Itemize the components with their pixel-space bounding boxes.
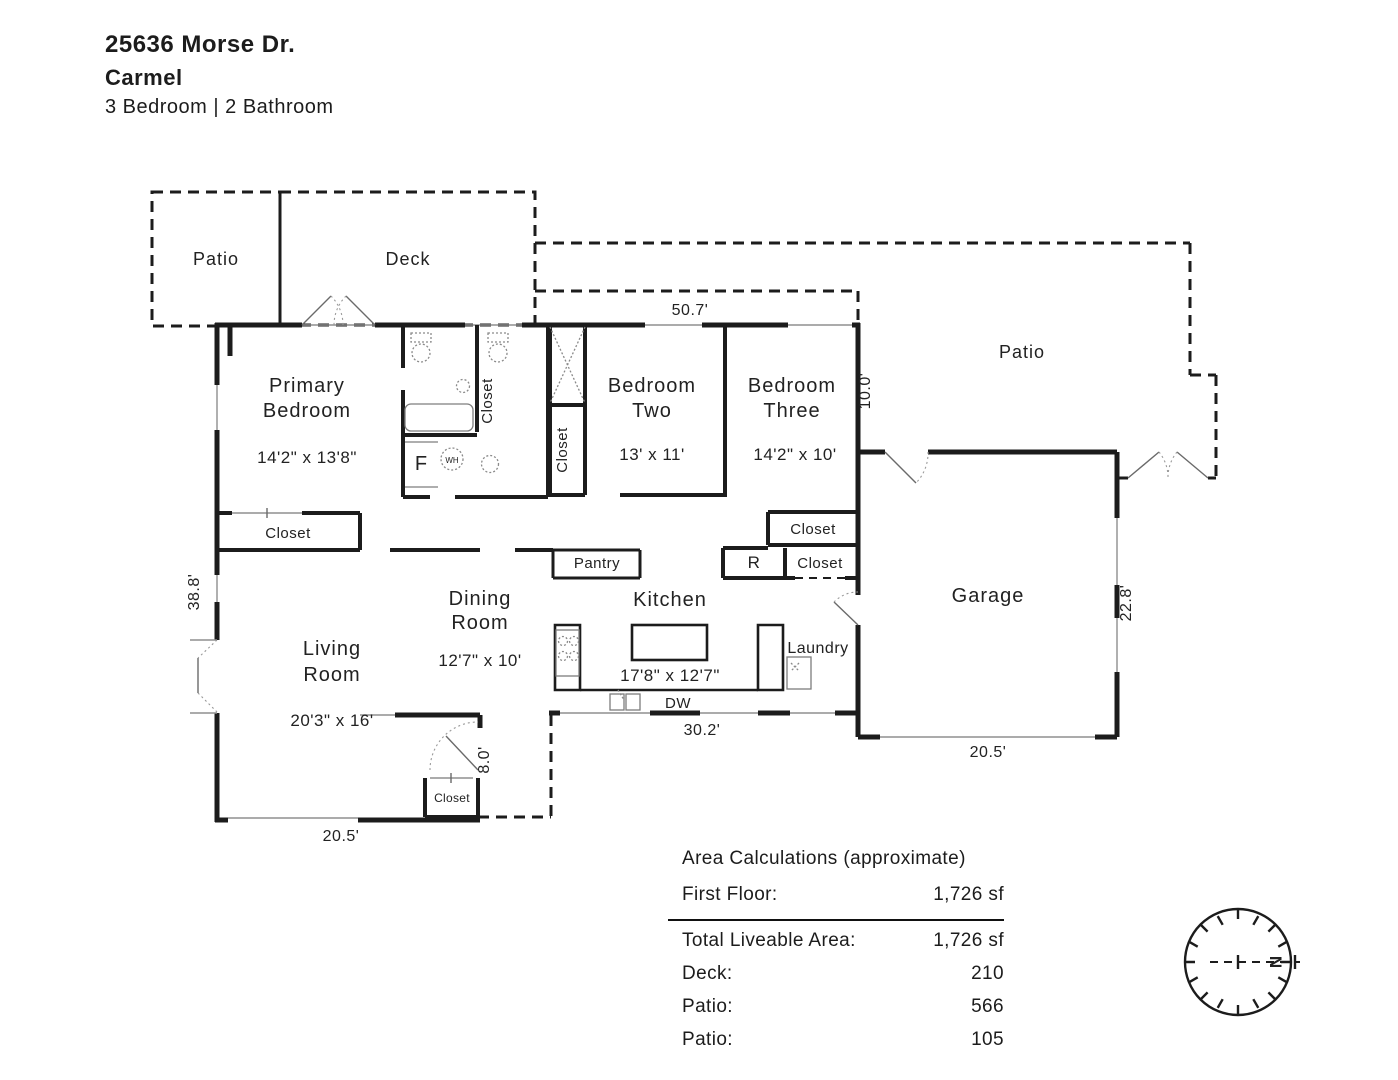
- closet-labels: [262, 378, 843, 805]
- table-row: [668, 963, 1004, 996]
- living-room-dims: 20'3" x 16': [290, 711, 374, 730]
- bedroom-three-closet-label: Closet: [790, 521, 836, 538]
- primary-closet-label: Closet: [265, 525, 311, 542]
- specs-line: 3 Bedroom | 2 Bathroom: [105, 95, 334, 118]
- room-labels: [193, 249, 1045, 730]
- dim-living-width: 20.5': [322, 828, 360, 845]
- bathtub-icon: [405, 404, 473, 431]
- washer-icon: [787, 657, 811, 689]
- compass: [1185, 909, 1300, 1015]
- primary-bedroom-label-2: Bedroom: [262, 400, 352, 422]
- dim-garage-width: 20.5': [969, 744, 1007, 761]
- row-value: 1,726 sf: [933, 884, 1004, 905]
- row-label: Patio:: [682, 996, 733, 1017]
- hall-bath-closet-label: Closet: [479, 378, 496, 424]
- area-table-title: Area Calculations (approximate): [682, 848, 966, 869]
- furnace-label: F: [414, 453, 428, 475]
- toilet-tank-icon: [411, 333, 431, 342]
- row-label: First Floor:: [682, 884, 778, 905]
- primary-bedroom-dims: 14'2" x 13'8": [257, 448, 357, 467]
- hallway-closet-label: Closet: [554, 427, 571, 473]
- pantry-label: Pantry: [573, 555, 621, 572]
- kitchen-sink-icon: [610, 690, 640, 710]
- bedroom-three-label-1: Bedroom: [747, 375, 837, 397]
- shower-icon: [550, 327, 585, 403]
- patio-right-outline: [535, 243, 1216, 478]
- garage-door: [885, 452, 928, 483]
- bay-window: [190, 640, 217, 713]
- bedroom-three-dims: 14'2" x 10': [753, 445, 837, 464]
- table-row: [668, 1029, 1004, 1062]
- toilet-icon: [412, 344, 430, 362]
- compass-north-label: N: [1266, 955, 1285, 969]
- sink-icon: [482, 456, 499, 473]
- row-label: Deck:: [682, 963, 733, 984]
- dim-kitchen-width: 30.2': [683, 722, 721, 739]
- address-line: 25636 Morse Dr.: [105, 31, 296, 58]
- kitchen-hall-closet-label: Closet: [797, 555, 843, 572]
- deck-label: Deck: [385, 249, 431, 269]
- laundry-door: [834, 592, 858, 625]
- bedroom-two-label-1: Bedroom: [607, 375, 697, 397]
- interior-walls: [215, 325, 858, 817]
- dining-room-label-2: Room: [451, 612, 509, 634]
- table-row: [668, 996, 1004, 1029]
- laundry-label: Laundry: [787, 640, 849, 657]
- deck-french-doors: [302, 296, 375, 325]
- bedroom-two-label-2: Two: [632, 400, 672, 422]
- water-heater-label: WH: [445, 456, 459, 465]
- table-divider: [668, 919, 1004, 921]
- dining-room-dims: 12'7" x 10': [438, 651, 522, 670]
- area-calculations-table: [668, 848, 1004, 1062]
- kitchen-island: [632, 625, 707, 660]
- toilet-icon: [489, 344, 507, 362]
- living-room-label-1: Living: [302, 638, 362, 660]
- row-value: 210: [971, 963, 1004, 984]
- garage-label: Garage: [951, 585, 1025, 607]
- row-value: 105: [971, 1029, 1004, 1050]
- dim-top-width: 50.7': [671, 302, 709, 319]
- kitchen-label: Kitchen: [633, 589, 707, 611]
- doors: [302, 296, 1208, 770]
- patio-right-label: Patio: [998, 342, 1046, 362]
- outdoor-areas: [152, 192, 1216, 478]
- refrigerator-label: R: [747, 553, 761, 572]
- table-row: [668, 884, 1004, 917]
- table-row: [668, 930, 1004, 963]
- patio-top-left-label: Patio: [192, 249, 240, 269]
- row-value: 1,726 sf: [933, 930, 1004, 951]
- bedroom-two-dims: 13' x 11': [619, 445, 685, 464]
- primary-bedroom-label-1: Primary: [269, 375, 345, 397]
- toilet-tank-icon: [488, 333, 508, 342]
- bedroom-three-label-2: Three: [763, 400, 821, 422]
- sink-icon: [457, 380, 470, 393]
- dining-room-label-1: Dining: [448, 588, 512, 610]
- kitchen-dims: 17'8" x 12'7": [620, 666, 720, 685]
- city-line: Carmel: [105, 65, 183, 90]
- dim-right-patio-depth: 10.0': [857, 372, 874, 410]
- living-room-label-2: Room: [303, 664, 361, 686]
- row-value: 566: [971, 996, 1004, 1017]
- patio-gate: [1128, 452, 1208, 478]
- entry-closet-label: Closet: [434, 791, 470, 805]
- front-door: [430, 722, 478, 770]
- dim-entry-depth: 8.0': [476, 746, 493, 774]
- dim-left-height: 38.8': [186, 573, 203, 611]
- stove-icon: [556, 630, 579, 676]
- dim-garage-depth: 22.8': [1118, 584, 1135, 622]
- dishwasher-label: DW: [665, 695, 691, 712]
- row-label: Total Liveable Area:: [682, 930, 856, 951]
- row-label: Patio:: [682, 1029, 733, 1050]
